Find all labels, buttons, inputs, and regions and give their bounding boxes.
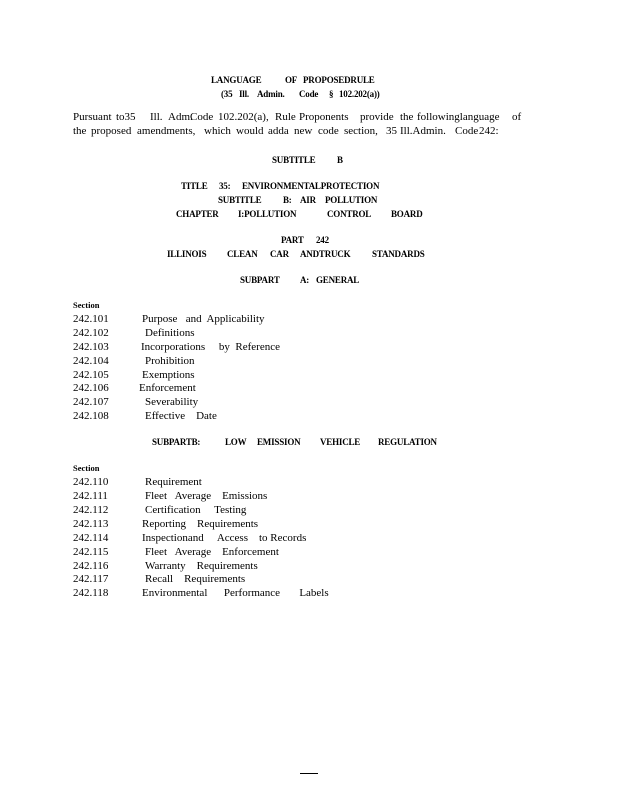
intro-word: code bbox=[318, 125, 339, 137]
subpart-b-vehicle: VEHICLE bbox=[320, 437, 361, 447]
intro-word: adda bbox=[268, 125, 289, 137]
part-title-standards: STANDARDS bbox=[372, 249, 425, 259]
subtitle-b-letter: B: bbox=[283, 195, 292, 205]
intro-word: Code bbox=[455, 125, 479, 137]
intro-word: section, bbox=[344, 125, 378, 137]
intro-word: Code bbox=[190, 111, 214, 123]
intro-word: new bbox=[294, 125, 313, 137]
intro-word: would bbox=[236, 125, 264, 137]
subpart-a-letter: A: bbox=[300, 275, 310, 285]
section-title: Fleet Average Emissions bbox=[145, 490, 268, 502]
subtitle-label: SUBTITLE bbox=[272, 155, 316, 165]
subtitle-b-air: AIR bbox=[300, 195, 316, 205]
heading-language: LANGUAGE bbox=[211, 75, 262, 85]
intro-word: which bbox=[204, 125, 231, 137]
subtitle-b-pollution: POLLUTION bbox=[325, 195, 378, 205]
section-title: Severability bbox=[145, 396, 199, 408]
section-number: 242.114 bbox=[73, 532, 109, 544]
heading-cite-code: Code bbox=[299, 89, 319, 99]
intro-word: Proponents bbox=[299, 111, 349, 123]
heading-cite-admin: Admin. bbox=[257, 89, 285, 99]
section-title: Requirement bbox=[145, 476, 202, 488]
heading-cite-ill: Ill. bbox=[239, 89, 249, 99]
intro-word: 102.202(a), bbox=[218, 111, 269, 123]
chapter-label: CHAPTER bbox=[176, 209, 219, 219]
section-title: Inspectionand Access to Records bbox=[142, 532, 307, 544]
intro-word: Ill.Admin. bbox=[400, 125, 446, 137]
subpart-b-low: LOW bbox=[225, 437, 247, 447]
section-number: 242.105 bbox=[73, 369, 109, 381]
section-number: 242.117 bbox=[73, 573, 109, 585]
section-b-heading: Section bbox=[73, 463, 100, 473]
section-title: Recall Requirements bbox=[145, 573, 246, 585]
heading-proposedrule: PROPOSEDRULE bbox=[303, 75, 375, 85]
section-title: Reporting Requirements bbox=[142, 518, 259, 530]
section-number: 242.104 bbox=[73, 355, 109, 367]
intro-word: of bbox=[512, 111, 522, 123]
intro-word: Ill. bbox=[150, 111, 163, 123]
section-number: 242.110 bbox=[73, 476, 109, 488]
intro-word: to35 bbox=[116, 111, 136, 123]
intro-word: provide bbox=[360, 111, 394, 123]
section-title: Incorporations by Reference bbox=[141, 341, 280, 353]
subpart-b-regulation: REGULATION bbox=[378, 437, 437, 447]
intro-word: Rule bbox=[275, 111, 296, 123]
section-number: 242.115 bbox=[73, 546, 109, 558]
section-number: 242.111 bbox=[73, 490, 108, 502]
section-number: 242.118 bbox=[73, 587, 109, 599]
section-a-heading: Section bbox=[73, 300, 100, 310]
section-number: 242.103 bbox=[73, 341, 109, 353]
subpart-a-label: SUBPART bbox=[240, 275, 280, 285]
section-number: 242.112 bbox=[73, 504, 109, 516]
subpart-b-label: SUBPARTB: bbox=[152, 437, 201, 447]
section-number: 242.102 bbox=[73, 327, 109, 339]
heading-of: OF bbox=[285, 75, 298, 85]
intro-word: the bbox=[73, 125, 87, 137]
part-label: PART bbox=[281, 235, 304, 245]
section-title: Exemptions bbox=[142, 369, 195, 381]
intro-word: the bbox=[400, 111, 414, 123]
chapter-board: BOARD bbox=[391, 209, 423, 219]
heading-cite-number: 102.202(a)) bbox=[339, 89, 380, 99]
section-title: Prohibition bbox=[145, 355, 195, 367]
subpart-b-emission: EMISSION bbox=[257, 437, 301, 447]
subpart-a-name: GENERAL bbox=[316, 275, 360, 285]
section-number: 242.101 bbox=[73, 313, 109, 325]
section-number: 242.106 bbox=[73, 382, 109, 394]
section-title: Warranty Requirements bbox=[145, 560, 258, 572]
footer-rule bbox=[300, 773, 318, 774]
intro-word: 242: bbox=[479, 125, 499, 137]
intro-word: Pursuant bbox=[73, 111, 112, 123]
intro-word: Adm. bbox=[168, 111, 193, 123]
part-title-andtruck: ANDTRUCK bbox=[300, 249, 351, 259]
intro-word: followinglanguage bbox=[417, 111, 500, 123]
title-number: 35: bbox=[219, 181, 231, 191]
subtitle-letter: B bbox=[337, 155, 343, 165]
heading-cite-35: (35 bbox=[221, 89, 233, 99]
section-number: 242.113 bbox=[73, 518, 109, 530]
section-number: 242.116 bbox=[73, 560, 109, 572]
section-title: Purpose and Applicability bbox=[142, 313, 265, 325]
section-title: Enforcement bbox=[139, 382, 196, 394]
section-title: Environmental Performance Labels bbox=[142, 587, 329, 599]
title-label: TITLE bbox=[181, 181, 208, 191]
part-number: 242 bbox=[316, 235, 329, 245]
subtitle-b-label: SUBTITLE bbox=[218, 195, 262, 205]
section-title: Effective Date bbox=[145, 410, 217, 422]
heading-cite-section-symbol: § bbox=[329, 89, 334, 99]
chapter-control: CONTROL bbox=[327, 209, 372, 219]
chapter-pollution: I:POLLUTION bbox=[238, 209, 297, 219]
section-number: 242.107 bbox=[73, 396, 109, 408]
section-title: Certification Testing bbox=[145, 504, 247, 516]
part-title-car: CAR bbox=[270, 249, 289, 259]
intro-word: 35 bbox=[386, 125, 397, 137]
part-title-illinois: ILLINOIS bbox=[167, 249, 207, 259]
section-title: Definitions bbox=[145, 327, 195, 339]
intro-word: proposed bbox=[91, 125, 132, 137]
intro-word: amendments, bbox=[137, 125, 196, 137]
section-number: 242.108 bbox=[73, 410, 109, 422]
section-title: Fleet Average Enforcement bbox=[145, 546, 279, 558]
title-name: ENVIRONMENTALPROTECTION bbox=[242, 181, 380, 191]
part-title-clean: CLEAN bbox=[227, 249, 258, 259]
